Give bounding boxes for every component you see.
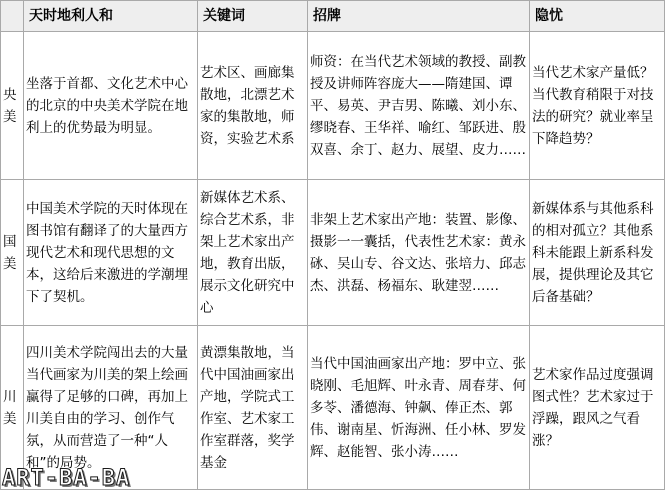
school-name: 国美	[1, 180, 24, 326]
table-row	[1, 180, 665, 326]
advantage-cell: 四川美术学院闯出去的大量当代画家为川美的架上绘画赢得了足够的口碑，再加上川美自由的学习、创作气氛，从而营造了一种“人和”的局势。	[24, 326, 198, 490]
school-name: 央美	[1, 32, 24, 180]
signature-cell: 非架上艺术家出产地：装置、影像、摄影一一囊括，代表性艺术家：黄永砯、吴山专、谷文达、张培力、邱志杰、洪磊、杨福东、耿建翌……	[308, 180, 530, 326]
advantage-cell: 坐落于首都、文化艺术中心的北京的中央美术学院在地利上的优势最为明显。	[24, 32, 198, 180]
concern-cell: 艺术家作品过度强调图式性？艺术家过于浮躁，跟风之气看涨？	[530, 326, 665, 490]
header-school	[1, 1, 24, 32]
header-concern: 隐忧	[530, 1, 665, 32]
header-row	[1, 1, 665, 32]
concern-cell: 新媒体系与其他系科的相对孤立？其他系科未能跟上新系科发展，提供理论及其它后备基础？	[530, 180, 665, 326]
concern-cell: 当代艺术家产量低？当代教育稍限于对技法的研究？就业率呈下降趋势？	[530, 32, 665, 180]
advantage-cell: 中国美术学院的天时体现在图书馆有翻译了的大量西方现代艺术和现代思想的文本，这给后来激进的学潮埋下了契机。	[24, 180, 198, 326]
header-keywords: 关键词	[198, 1, 308, 32]
signature-cell: 师资：在当代艺术领域的教授、副教授及讲师阵容庞大——隋建国、谭平、易英、尹吉男、陈曦、刘小东、缪晓春、王华祥、喻红、邹跃进、殷双喜、余丁、赵力、展望、皮力……	[308, 32, 530, 180]
header-signature: 招牌	[308, 1, 530, 32]
signature-cell: 当代中国油画家出产地：罗中立、张晓刚、毛旭辉、叶永青、周春芽、何多苓、潘德海、钟飙、俸正杰、郭伟、谢南星、忻海洲、任小林、罗发辉、赵能智、张小涛……	[308, 326, 530, 490]
keywords-cell: 新媒体艺术系、综合艺术系，非架上艺术家出产地，教育出版，展示文化研究中心	[198, 180, 308, 326]
table-row	[1, 32, 665, 180]
keywords-cell: 黄漂集散地，当代中国油画家出产地，学院式工作室、艺术家工作室群落，奖学基金	[198, 326, 308, 490]
table-row	[1, 326, 665, 490]
header-advantage: 天时地利人和	[24, 1, 198, 32]
keywords-cell: 艺术区、画廊集散地，北漂艺术家的集散地，师资，实验艺术系	[198, 32, 308, 180]
watermark-logo: ART-BA-BA	[2, 466, 131, 491]
school-name: 川美	[1, 326, 24, 490]
